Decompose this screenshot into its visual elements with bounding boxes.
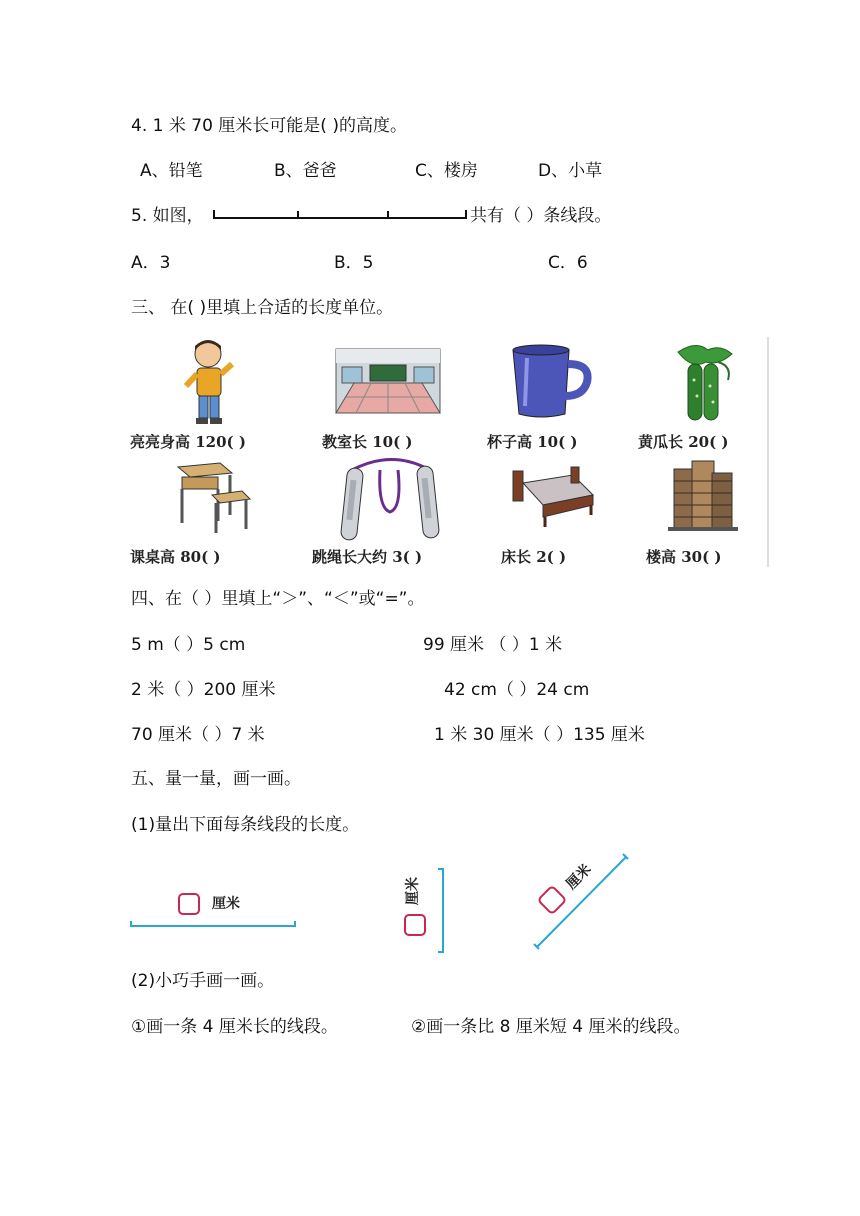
caption-jump-rope: 跳绳长大约 3( ) bbox=[312, 548, 423, 566]
q4-option-b: B、爸爸 bbox=[274, 161, 337, 181]
q4-stem: 4. 1 米 70 厘米长可能是( )的高度。 bbox=[131, 116, 407, 136]
q5-option-c: C．6 bbox=[548, 253, 588, 273]
measure-instruction: (1)量出下面每条线段的长度。 bbox=[131, 815, 360, 835]
unit-label-horizontal: 厘米 bbox=[212, 896, 240, 912]
compare-item-1: 5 m（ ）5 cm bbox=[131, 635, 246, 655]
q5-option-a: A．3 bbox=[131, 253, 171, 273]
compare-item-5: 70 厘米（ ）7 米 bbox=[131, 725, 265, 745]
compare-item-3: 2 米（ ）200 厘米 bbox=[131, 680, 276, 700]
compare-item-4: 42 cm（ ）24 cm bbox=[444, 680, 590, 700]
caption-bed: 床长 2( ) bbox=[501, 548, 567, 566]
cucumber-picture bbox=[666, 340, 740, 424]
vertical-segment bbox=[437, 868, 449, 954]
boy-picture bbox=[180, 338, 240, 426]
unit-label-vertical: 厘米 bbox=[405, 877, 421, 905]
caption-building: 楼高 30( ) bbox=[646, 548, 722, 566]
compare-item-2: 99 厘米 （ ）1 米 bbox=[423, 635, 563, 655]
section4-title: 四、在（ ）里填上“＞”、“＜”或“=”。 bbox=[131, 589, 425, 609]
section3-title: 三、 在( )里填上合适的长度单位。 bbox=[131, 298, 394, 318]
caption-cup: 杯子高 10( ) bbox=[487, 433, 578, 451]
building-picture bbox=[668, 459, 738, 533]
bed-picture bbox=[509, 465, 595, 531]
caption-cucumber: 黄瓜长 20( ) bbox=[638, 433, 729, 451]
draw-task-2: ②画一条比 8 厘米短 4 厘米的线段。 bbox=[411, 1017, 691, 1037]
answer-box-vertical[interactable] bbox=[404, 914, 426, 936]
unit-label-diagonal: 厘米 bbox=[563, 861, 595, 893]
compare-item-6: 1 米 30 厘米（ ）135 厘米 bbox=[434, 725, 645, 745]
draw-task-1: ①画一条 4 厘米长的线段。 bbox=[131, 1017, 338, 1037]
q5-segment-figure bbox=[212, 206, 468, 226]
caption-height: 亮亮身高 120( ) bbox=[130, 433, 246, 451]
q5-stem-pre: 5. 如图， bbox=[131, 206, 204, 226]
caption-desk: 课桌高 80( ) bbox=[130, 548, 221, 566]
caption-classroom: 教室长 10( ) bbox=[322, 433, 413, 451]
classroom-picture bbox=[336, 349, 440, 413]
q5-option-b: B．5 bbox=[334, 253, 374, 273]
q4-option-c: C、楼房 bbox=[415, 161, 478, 181]
q4-option-a: A、铅笔 bbox=[140, 161, 203, 181]
q5-stem-post: 共有（ ）条线段。 bbox=[470, 206, 612, 226]
draw-instruction: (2)小巧手画一画。 bbox=[131, 971, 275, 991]
desk-picture bbox=[172, 459, 252, 539]
answer-box-horizontal[interactable] bbox=[178, 893, 200, 915]
jump-rope-picture bbox=[340, 460, 440, 544]
cup-picture bbox=[507, 344, 593, 420]
section5-title: 五、量一量，画一画。 bbox=[131, 769, 301, 789]
q4-option-d: D、小草 bbox=[538, 161, 603, 181]
horizontal-segment bbox=[130, 920, 296, 932]
picture-panel-edge bbox=[767, 337, 769, 567]
